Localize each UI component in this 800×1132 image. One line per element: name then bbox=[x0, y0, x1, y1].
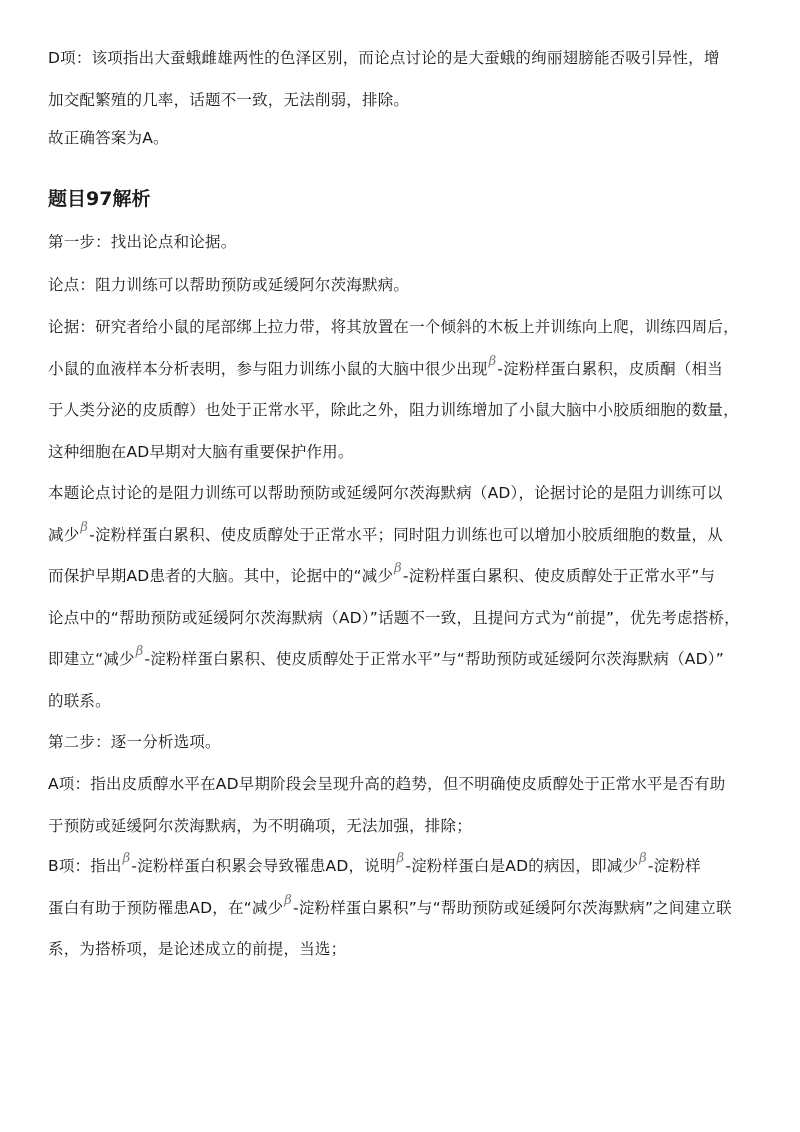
text-segment: 即建立“减少 bbox=[48, 650, 135, 668]
text-segment: 加交配繁殖的几率，话题不一致，无法削弱，排除。 bbox=[48, 90, 410, 109]
section-heading bbox=[48, 181, 150, 217]
text-segment: 论点：阻力训练可以帮助预防或延缓阿尔茨海默病。 bbox=[48, 276, 410, 294]
text-segment: 论据：研究者给小鼠的尾部绑上拉力带，将其放置在一个倾斜的木板上并训练向上爬，训练四周后， bbox=[48, 318, 739, 336]
beta-symbol: β bbox=[639, 851, 647, 866]
text-segment: 小鼠的血液样本分析表明，参与阻力训练小鼠的大脑中很少出现 bbox=[48, 359, 488, 378]
text-segment: 第一步：找出论点和论据。 bbox=[48, 233, 237, 251]
beta-symbol: β bbox=[135, 644, 144, 659]
text-segment: -淀粉样蛋白累积，皮质酮（相当 bbox=[497, 359, 723, 378]
text-line bbox=[48, 40, 720, 76]
text-segment: 故正确答案为A。 bbox=[48, 129, 169, 147]
text-segment: 这种细胞在AD早期对大脑有重要保护作用。 bbox=[48, 442, 354, 461]
text-line bbox=[48, 120, 169, 156]
text-segment: 减少 bbox=[48, 525, 80, 544]
text-line bbox=[48, 848, 701, 884]
text-segment: 而保护早期AD患者的大脑。其中，论据中的“减少 bbox=[48, 567, 394, 585]
text-segment: -淀粉样蛋白累积、使皮质醇处于正常水平；同时阻力训练也可以增加小胶质细胞的数量，从 bbox=[89, 525, 723, 544]
text-line bbox=[48, 351, 723, 387]
beta-symbol: β bbox=[284, 892, 292, 908]
text-segment: 蛋白有助于预防罹患AD，在“减少 bbox=[48, 898, 284, 917]
text-segment: -淀粉样蛋白积累会导致罹患AD，说明 bbox=[131, 857, 396, 875]
text-segment: 题目97解析 bbox=[48, 188, 151, 210]
text-segment: 于预防或延缓阿尔茨海默病，为不明确项，无法加强，排除； bbox=[48, 816, 472, 835]
text-line bbox=[48, 931, 346, 967]
text-line bbox=[48, 724, 221, 760]
text-segment: 系，为搭桥项，是论述成立的前提，当选； bbox=[48, 940, 347, 958]
text-line bbox=[48, 392, 739, 428]
text-line bbox=[48, 683, 111, 719]
beta-symbol: β bbox=[488, 353, 497, 369]
text-line bbox=[48, 82, 409, 118]
text-segment: -淀粉样 bbox=[647, 857, 701, 875]
text-line bbox=[48, 434, 354, 470]
text-segment: 本题论点讨论的是阻力训练可以帮助预防或延缓阿尔茨海默病（AD），论据讨论的是阻力训练可以 bbox=[48, 484, 723, 502]
text-line bbox=[48, 558, 715, 594]
text-segment: -淀粉样蛋白累积”与“帮助预防或延缓阿尔茨海默病”之间建立联 bbox=[293, 898, 732, 917]
text-line bbox=[48, 224, 236, 260]
text-segment: 于人类分泌的皮质醇）也处于正常水平，除此之外，阻力训练增加了小鼠大脑中小胶质细胞的数量， bbox=[48, 401, 739, 419]
text-line bbox=[48, 309, 739, 345]
text-line bbox=[48, 766, 725, 802]
text-line bbox=[48, 517, 723, 553]
text-line bbox=[48, 808, 472, 844]
beta-symbol: β bbox=[122, 851, 131, 866]
beta-symbol: β bbox=[80, 519, 89, 535]
text-line bbox=[48, 475, 723, 511]
text-segment: 的联系。 bbox=[48, 691, 111, 710]
text-segment: -淀粉样蛋白是AD的病因，即减少 bbox=[405, 857, 639, 875]
text-segment: D项：该项指出大蚕蛾雌雄两性的色泽区别，而论点讨论的是大蚕蛾的绚丽翅膀能否吸引异性，增 bbox=[48, 49, 720, 67]
text-segment: B项：指出 bbox=[48, 857, 122, 875]
text-line bbox=[48, 600, 740, 636]
text-segment: -淀粉样蛋白累积、使皮质醇处于正常水平”与 bbox=[402, 567, 716, 585]
text-segment: A项：指出皮质醇水平在AD早期阶段会呈现升高的趋势，但不明确使皮质醇处于正常水平是否有助 bbox=[48, 775, 726, 793]
text-line bbox=[48, 641, 724, 677]
beta-symbol: β bbox=[394, 561, 402, 576]
text-line bbox=[48, 890, 732, 926]
text-segment: 论点中的“帮助预防或延缓阿尔茨海默病（AD）”话题不一致，且提问方式为“前提”，优先考虑搭桥， bbox=[48, 608, 740, 627]
text-segment: 第二步：逐一分析选项。 bbox=[48, 733, 221, 751]
text-line bbox=[48, 267, 409, 303]
text-segment: -淀粉样蛋白累积、使皮质醇处于正常水平”与“帮助预防或延缓阿尔茨海默病（AD）” bbox=[144, 650, 724, 668]
beta-symbol: β bbox=[396, 851, 405, 866]
